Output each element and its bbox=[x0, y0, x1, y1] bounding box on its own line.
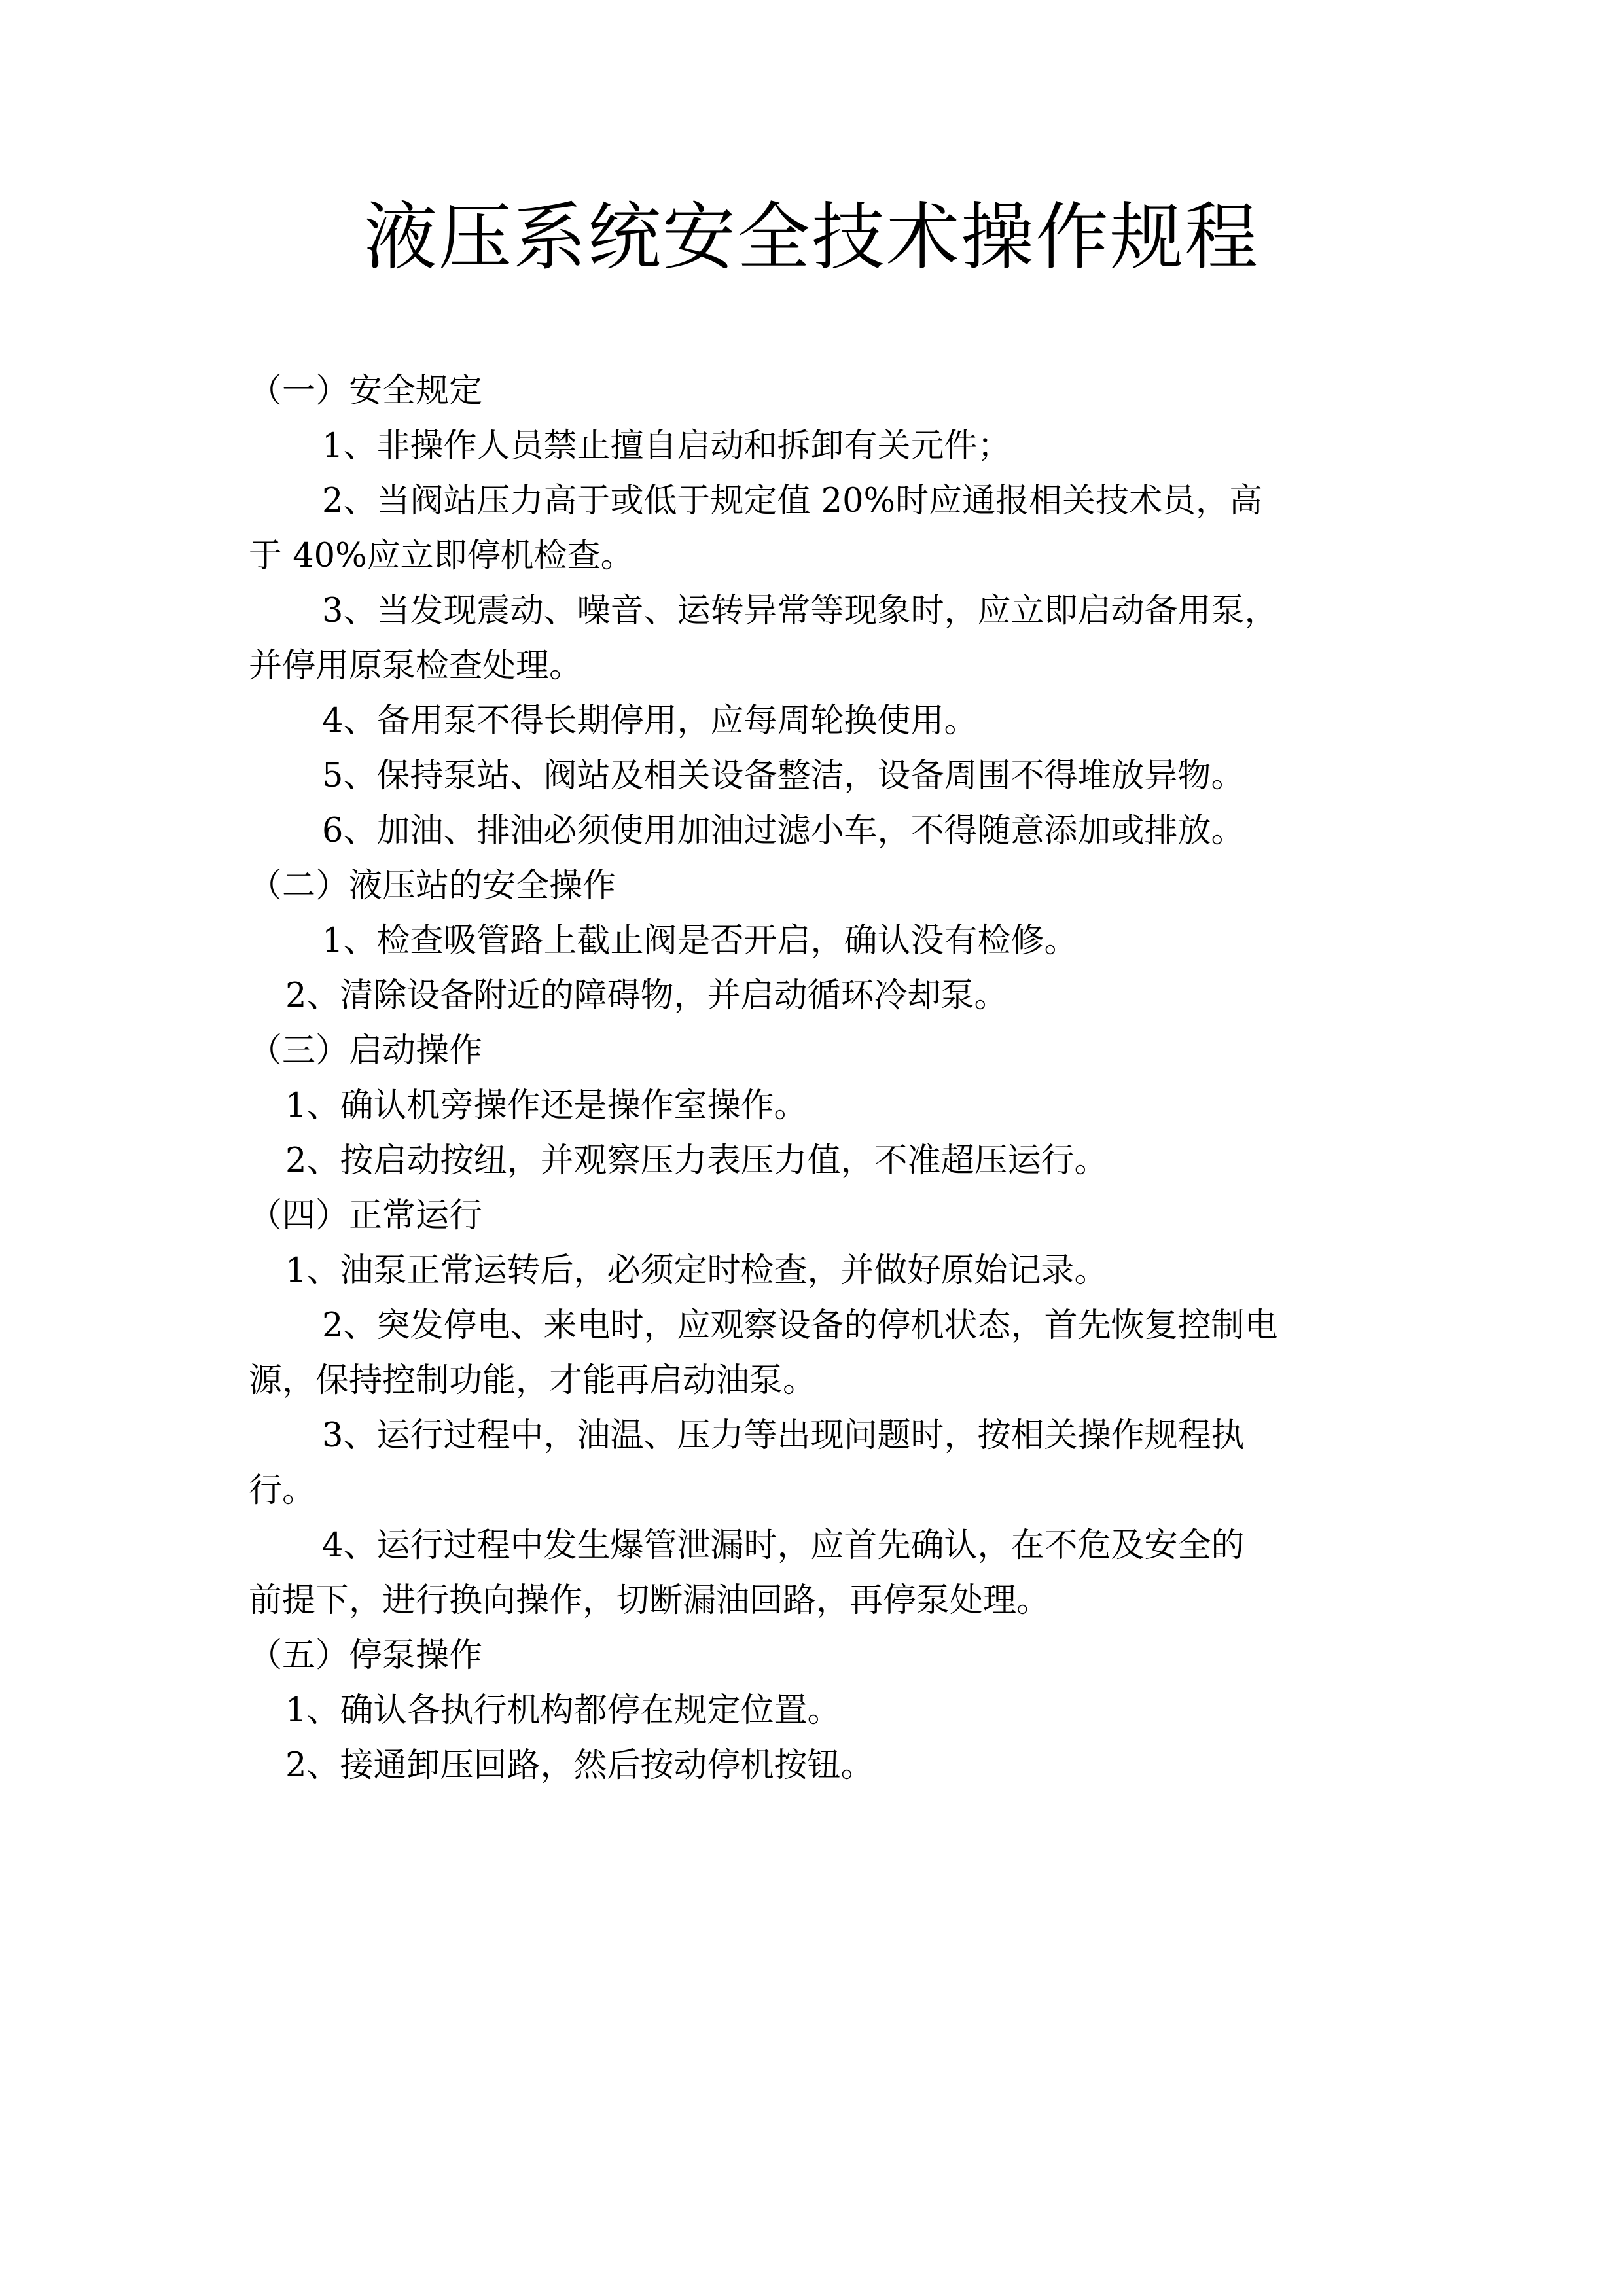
paragraph-line: 源，保持控制功能，才能再启动油泵。 bbox=[249, 1361, 817, 1400]
section-heading: （一）安全规定 bbox=[249, 372, 483, 410]
section-heading: （三）启动操作 bbox=[249, 1031, 483, 1070]
paragraph-line: 于 40%应立即停机检查。 bbox=[249, 537, 634, 575]
document-title: 液压系统安全技术操作规程 bbox=[364, 195, 1259, 280]
paragraph-line: 3、运行过程中，油温、压力等出现问题时，按相关操作规程执 bbox=[322, 1416, 1245, 1455]
paragraph-line: 并停用原泵检查处理。 bbox=[249, 647, 583, 685]
paragraph-line: 1、确认各执行机构都停在规定位置。 bbox=[285, 1691, 841, 1730]
paragraph-line: 6、加油、排油必须使用加油过滤小车，不得随意添加或排放。 bbox=[322, 812, 1245, 850]
paragraph-line: 2、当阀站压力高于或低于规定值 20%时应通报相关技术员，高 bbox=[322, 482, 1263, 520]
paragraph-line: 2、清除设备附近的障碍物，并启动循环冷却泵。 bbox=[285, 977, 1008, 1015]
paragraph-line: 2、按启动按纽，并观察压力表压力值，不准超压运行。 bbox=[285, 1141, 1108, 1180]
paragraph-line: 3、当发现震动、噪音、运转异常等现象时，应立即启动备用泵， bbox=[322, 592, 1278, 630]
paragraph-line: 4、运行过程中发生爆管泄漏时，应首先确认，在不危及安全的 bbox=[322, 1526, 1245, 1565]
paragraph-line: 前提下，进行换向操作，切断漏油回路，再停泵处理。 bbox=[249, 1581, 1050, 1620]
paragraph-line: 2、接通卸压回路，然后按动停机按钮。 bbox=[285, 1746, 874, 1785]
paragraph-line: 2、突发停电、来电时，应观察设备的停机状态，首先恢复控制电 bbox=[322, 1306, 1278, 1345]
section-heading: （五）停泵操作 bbox=[249, 1636, 483, 1675]
paragraph-line: 5、保持泵站、阀站及相关设备整洁，设备周围不得堆放异物。 bbox=[322, 757, 1245, 795]
section-heading: （四）正常运行 bbox=[249, 1196, 483, 1235]
document-body bbox=[249, 364, 1394, 1793]
paragraph-line: 1、检查吸管路上截止阀是否开启，确认没有检修。 bbox=[322, 922, 1078, 960]
paragraph-line: 行。 bbox=[249, 1471, 316, 1510]
paragraph-line: 4、备用泵不得长期停用，应每周轮换使用。 bbox=[322, 702, 978, 740]
paragraph-line: 1、确认机旁操作还是操作室操作。 bbox=[285, 1086, 808, 1125]
paragraph-line: 1、非操作人员禁止擅自启动和拆卸有关元件； bbox=[322, 427, 1011, 465]
paragraph-line: 1、油泵正常运转后，必须定时检查，并做好原始记录。 bbox=[285, 1251, 1108, 1290]
section-heading: （二）液压站的安全操作 bbox=[249, 867, 616, 905]
